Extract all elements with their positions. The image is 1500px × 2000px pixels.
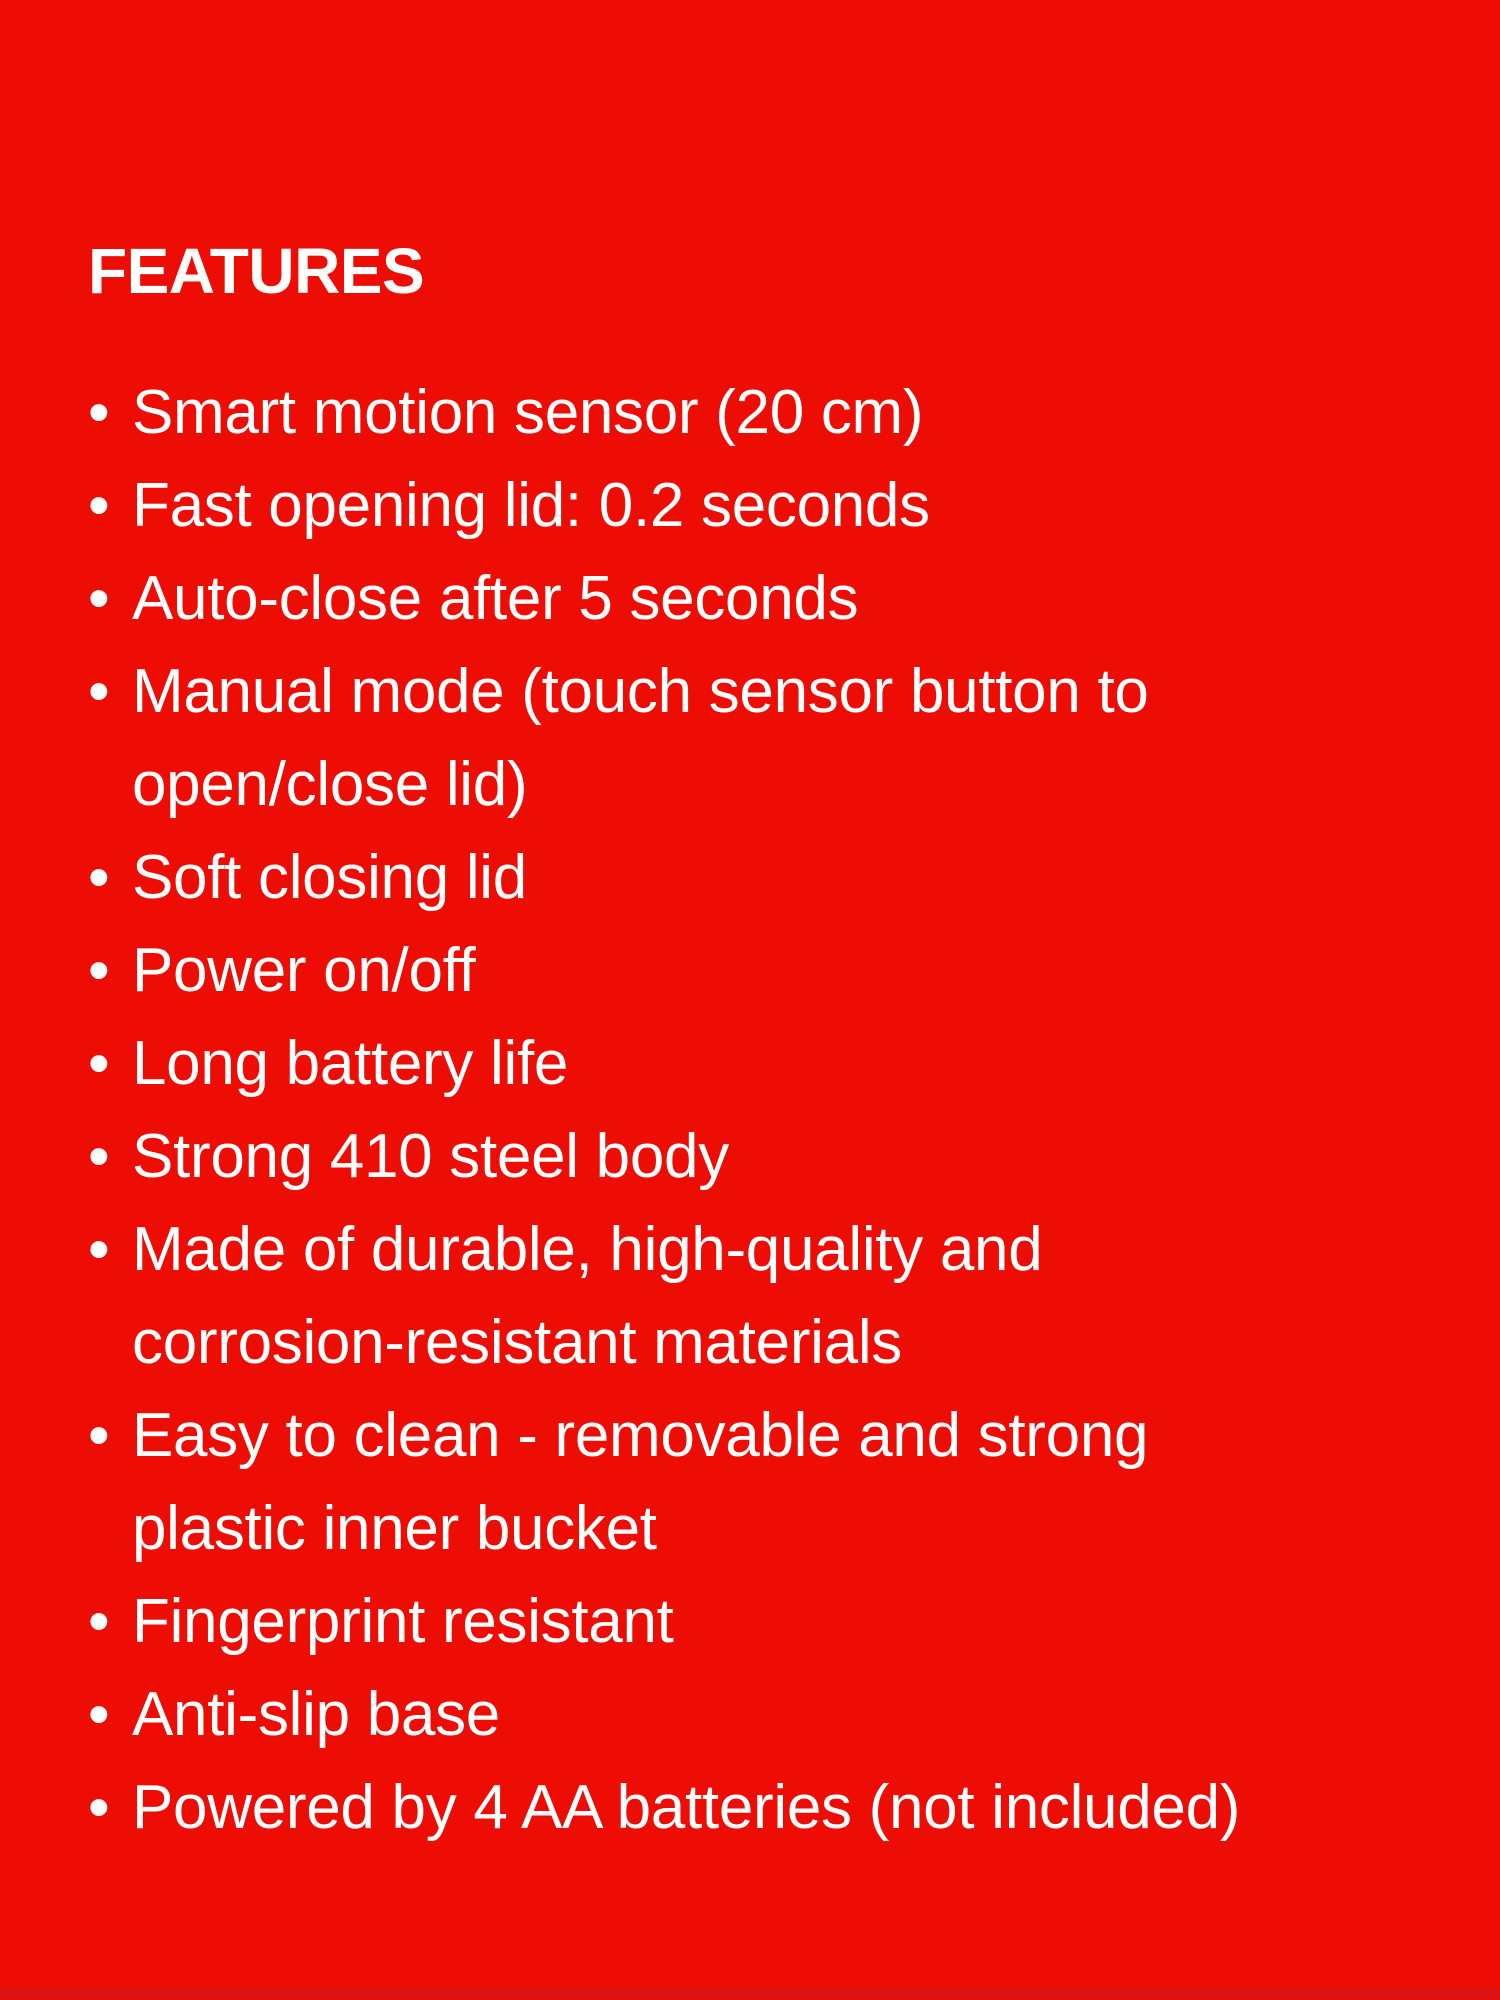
- feature-line: Power on/off: [132, 936, 476, 1005]
- feature-line: Powered by 4 AA batteries (not included): [132, 1773, 1241, 1842]
- feature-line: Made of durable, high-quality and: [132, 1215, 1043, 1284]
- bullet-icon: •: [88, 1773, 110, 1842]
- feature-line: Auto-close after 5 seconds: [132, 564, 859, 633]
- feature-line: Strong 410 steel body: [132, 1122, 729, 1191]
- feature-item-batteries: [88, 1761, 1445, 1854]
- feature-line: Smart motion sensor (20 cm): [132, 378, 924, 447]
- bullet-icon: •: [88, 1215, 110, 1284]
- feature-line: Fast opening lid: 0.2 seconds: [132, 471, 930, 540]
- bullet-icon: •: [88, 378, 110, 447]
- feature-item-manual-mode: [88, 645, 1445, 831]
- feature-item-smart-motion-sensor: [88, 366, 1445, 459]
- bottom-edge-strip: [0, 1987, 1500, 2000]
- feature-item-fingerprint-resistant: [88, 1575, 1445, 1668]
- bullet-icon: •: [88, 1587, 110, 1656]
- bullet-icon: •: [88, 564, 110, 633]
- feature-item-long-battery-life: [88, 1017, 1445, 1110]
- feature-line: Easy to clean - removable and strong: [132, 1401, 1149, 1470]
- bullet-icon: •: [88, 1401, 110, 1470]
- feature-line: Anti-slip base: [132, 1680, 500, 1749]
- feature-item-soft-closing-lid: [88, 831, 1445, 924]
- feature-line: Manual mode (touch sensor button to: [132, 657, 1149, 726]
- feature-item-power-on-off: [88, 924, 1445, 1017]
- feature-line-wrap: plastic inner bucket: [132, 1494, 657, 1563]
- bullet-icon: •: [88, 471, 110, 540]
- feature-item-anti-slip-base: [88, 1668, 1445, 1761]
- bullet-icon: •: [88, 1122, 110, 1191]
- feature-item-fast-opening-lid: [88, 459, 1445, 552]
- feature-line: Fingerprint resistant: [132, 1587, 674, 1656]
- features-list: [88, 366, 1445, 1854]
- bullet-icon: •: [88, 1029, 110, 1098]
- feature-item-auto-close: [88, 552, 1445, 645]
- feature-item-durable-materials: [88, 1203, 1445, 1389]
- feature-line: Long battery life: [132, 1029, 569, 1098]
- bullet-icon: •: [88, 1680, 110, 1749]
- bullet-icon: •: [88, 657, 110, 726]
- features-heading: FEATURES: [88, 235, 425, 307]
- bullet-icon: •: [88, 936, 110, 1005]
- feature-item-steel-body: [88, 1110, 1445, 1203]
- bullet-icon: •: [88, 843, 110, 912]
- feature-item-easy-to-clean: [88, 1389, 1445, 1575]
- feature-line-wrap: open/close lid): [132, 750, 528, 819]
- feature-line: Soft closing lid: [132, 843, 527, 912]
- feature-line-wrap: corrosion-resistant materials: [132, 1308, 902, 1377]
